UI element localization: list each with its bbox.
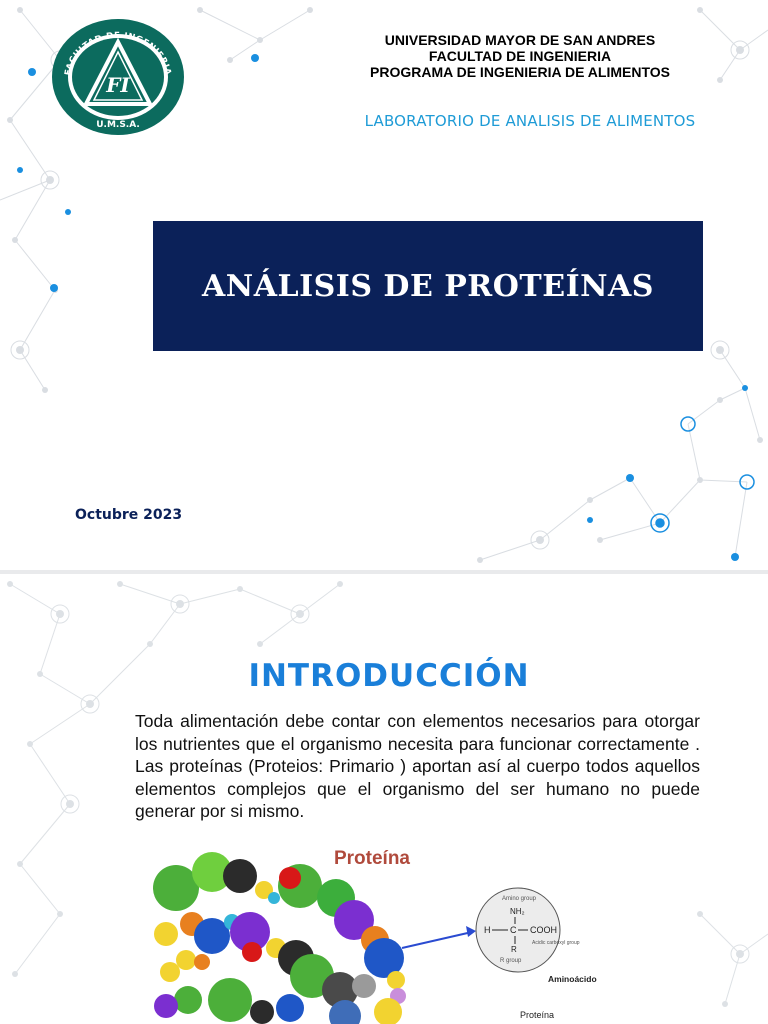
figure-title: Proteína [333,848,411,869]
introduction-paragraph: Toda alimentación debe contar con elementos necesarios para otorgar los nutrientes que el organismo necesita para funcionar correctamente . Las proteínas (Proteios: Primario ) aportan así al cuerpo todos aquellos elementos complejos que el organismo del ser humano no puede generar por si mismo. [135,711,700,821]
introduction-heading: INTRODUCCIÓN [248,658,530,694]
svg-text:R group: R group [500,958,522,964]
document-date: Octubre 2023 [75,507,183,523]
svg-text:Acidic carboxyl group: Acidic carboxyl group [532,940,580,946]
document-title: ANÁLISIS DE PROTEÍNAS [202,268,654,304]
protein-chain-illustration [153,852,406,1024]
amino-acid-diagram [476,888,597,984]
logo-text: FACULTAD DE INGENIERIA [63,30,173,77]
protein-label: Proteína [520,1010,555,1020]
protein-figure [140,840,640,1024]
svg-text:H: H [484,925,491,935]
svg-text:C: C [510,925,517,935]
title-banner [153,221,703,351]
laboratory-title: LABORATORIO DE ANALISIS DE ALIMENTOS [364,112,696,130]
svg-text:Amino group: Amino group [502,896,537,902]
faculty-name: FACULTAD DE INGENIERIA [428,48,612,64]
logo-bottom-text: U.M.S.A. [96,120,140,130]
program-name: PROGRAMA DE INGENIERIA DE ALIMENTOS [370,64,670,80]
svg-text:R: R [511,945,517,954]
introduction-page [0,574,768,1024]
logo-initials: FI [106,73,130,97]
institution-header [320,32,720,80]
university-logo [50,16,186,138]
svg-text:COOH: COOH [530,925,557,935]
university-name: UNIVERSIDAD MAYOR DE SAN ANDRES [384,32,656,48]
aminoacid-label: Aminoácido [548,974,597,984]
svg-text:NH₂: NH₂ [510,907,525,916]
